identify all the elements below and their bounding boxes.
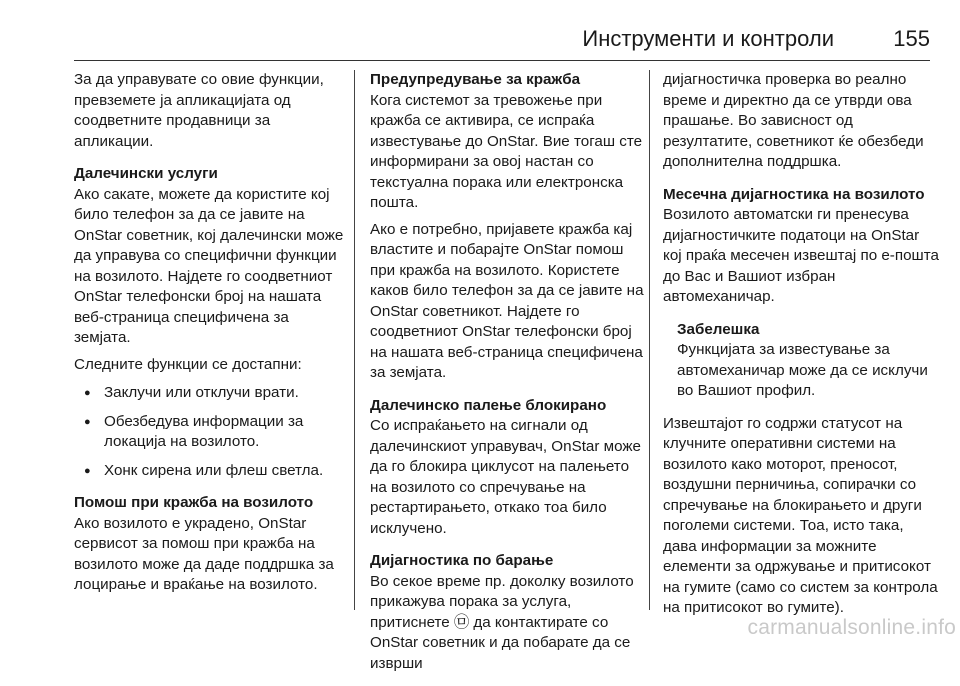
remote-services-body: Ако сакате, можете да користите кој било телефон за да се јавите на OnStar советник, кој далечински може да управува со специфични функции на возилото. Најдете го соодветниот OnStar телефонски број на нашата веб-страница специфичена за земјата.	[74, 185, 344, 346]
diagnostics-continuation: дијагностичка проверка во реално време и директно да се утврди ова прашање. Во зависност од резултатите, советникот ќе обезбеди дополнителна поддршка.	[663, 71, 924, 170]
note-box	[677, 320, 941, 402]
intro-paragraph: За да управувате со овие функции, превземете ја апликацијата од соодветните продавници за апликации.	[74, 71, 324, 150]
note-body: Функцијата за известување за автомеханичар може да се исклучи во Вашиот профил.	[677, 341, 928, 399]
on-demand-diagnostics-body: Во секое време пр. доколку возилото прикажува порака за услуга, притиснете ㉤ да контактирате со OnStar советник и да побарате да се изврши	[370, 572, 634, 672]
column-divider	[649, 70, 650, 610]
theft-assistance-section	[74, 493, 349, 596]
watermark-text: carmanualsonline.info	[747, 616, 956, 639]
report-paragraph: Извештајот го содржи статусот на клучните оперативни системи на возилото како моторот, преносот, воздушни перничиња, сопирачки со спречување на блокирањето и други поголеми системи. Тоа, исто така, дава информации за можните елементи за одржување и притисокот на гумите (само со систем за контрола на притисокот во гумите).	[663, 414, 938, 616]
list-item: ● Хонк сирена или флеш светла.	[74, 461, 349, 482]
theft-alert-body-2: Ако е потребно, пријавете кражба кај властите и побарајте OnStar помош при кражба на возилото. Користете каков било телефон за да се јавите на OnStar советникот. Најдете го соодветниот OnStar телефонски број на нашата веб-страница специфичена за земјата.	[370, 220, 644, 381]
remote-services-section	[74, 164, 349, 481]
note-heading: Забелешка	[677, 320, 760, 338]
theft-assistance-body: Ако возилото е украдено, OnStar сервисот за помош при кражба на возилото може да даде поддршка за лоцирање и враќање на возилото.	[74, 514, 334, 593]
remote-services-list-intro: Следните функции се достапни:	[74, 355, 302, 373]
column-2	[370, 70, 646, 686]
remote-functions-list	[74, 383, 349, 481]
page-number: 155	[893, 26, 930, 51]
column-divider	[354, 70, 355, 610]
monthly-diagnostics-heading: Месечна дијагностика на возилото	[663, 185, 925, 203]
column-3	[663, 70, 941, 631]
page-header	[74, 24, 930, 58]
column-1	[74, 70, 349, 608]
ignition-block-heading: Далечинско палење блокирано	[370, 396, 607, 414]
list-item: ● Заклучи или отклучи врати.	[74, 383, 349, 404]
on-demand-diagnostics-heading: Дијагностика по барање	[370, 552, 554, 569]
theft-alert-body-1: Кога системот за тревожење при кражба се активира, се испраќа известување до OnStar. Вие тогаш сте информирани за овој настан со текстуална порака или електронска пошта.	[370, 91, 643, 211]
ignition-block-body: Со испраќањето на сигнали од далечинскиот управувач, OnStar може да го блокира циклусот на палењето на возилото со спречување на рестартирањето, откако тоа било исклучено.	[370, 417, 641, 537]
list-item: ● Обезбедува информации за локација на возилото.	[74, 412, 349, 453]
page-title: Инструменти и контроли	[582, 26, 834, 51]
monthly-diagnostics-section	[663, 185, 941, 308]
ignition-block-section	[370, 396, 646, 540]
theft-assistance-heading: Помош при кражба на возилото	[74, 494, 314, 511]
theft-alert-heading: Предупредување за кражба	[370, 71, 581, 88]
monthly-diagnostics-body: Возилото автоматски ги пренесува дијагностичките податоци на OnStar кој праќа месечен извештај по е-пошта до Вас и Вашиот избран автомеханичар.	[663, 206, 939, 305]
header-rule	[74, 60, 930, 61]
on-demand-diagnostics-section	[370, 551, 646, 674]
theft-alert-section	[370, 70, 646, 384]
remote-services-heading: Далечински услуги	[74, 165, 218, 182]
